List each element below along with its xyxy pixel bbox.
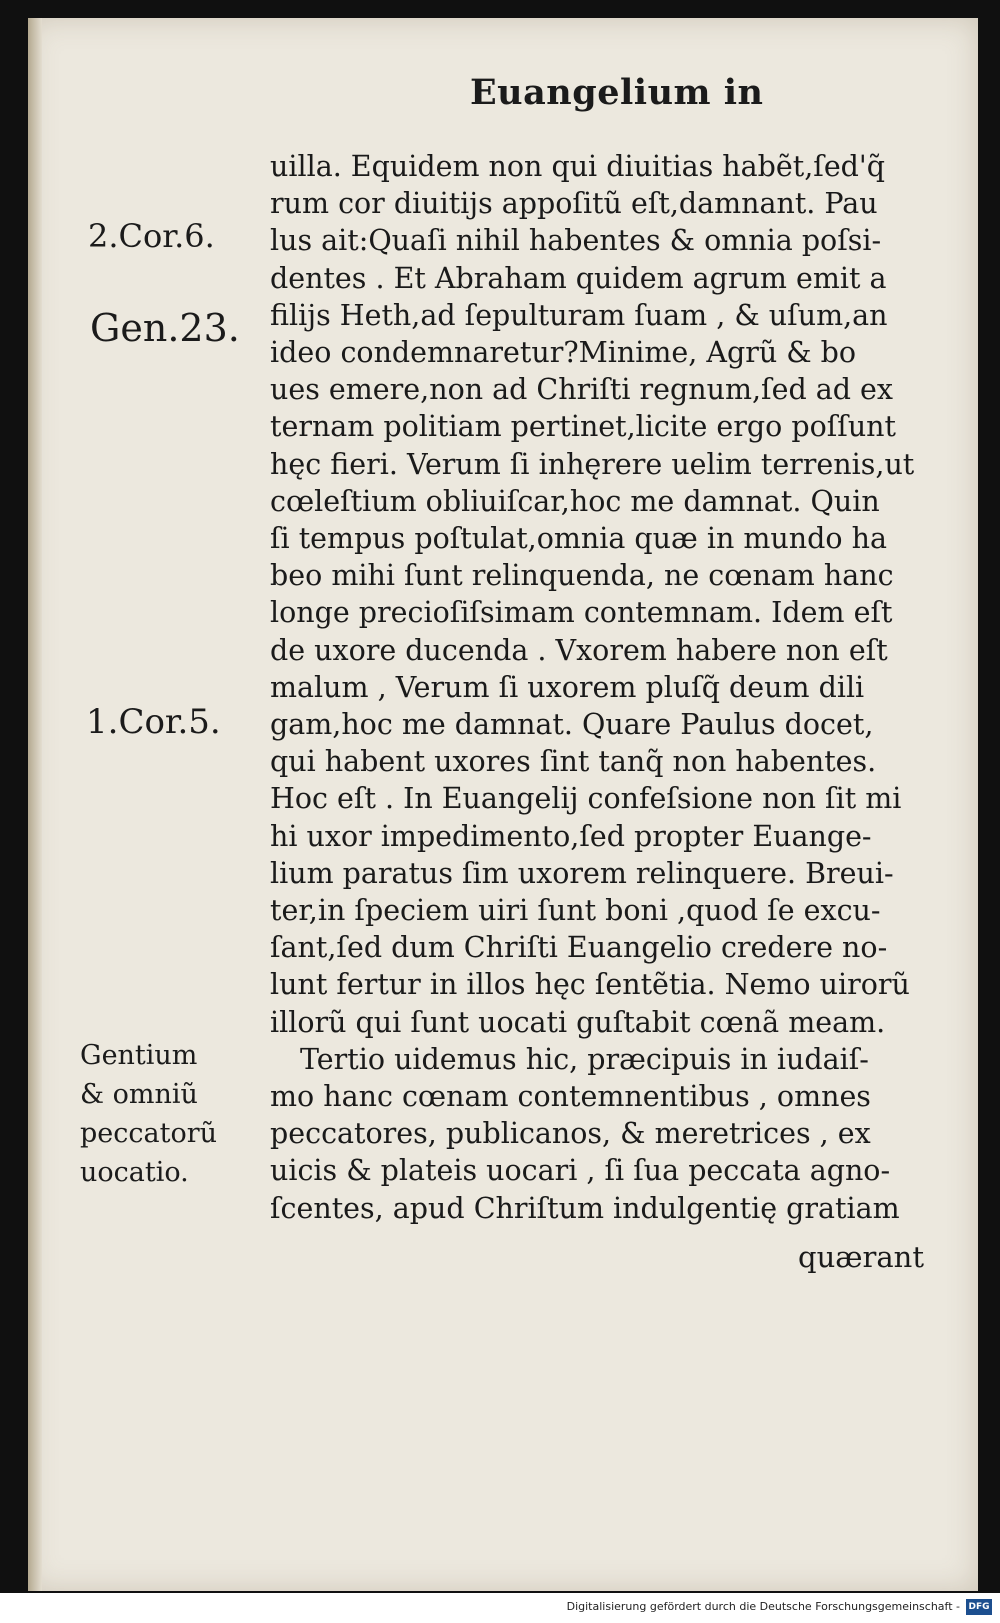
- text-line: cœleſtium obliuiſcar,hoc me damnat. Quin: [270, 484, 880, 518]
- text-line: ues emere,non ad Chriſti regnum,ſed ad ex: [270, 373, 893, 407]
- dfg-logo-icon: DFG: [966, 1599, 992, 1615]
- text-line: illorũ qui ſunt uocati guſtabit cœnã meam.: [270, 1005, 886, 1039]
- margin-note-gentium: [80, 1036, 217, 1192]
- text-line: gam,hoc me damnat. Quare Paulus docet,: [270, 708, 874, 742]
- margin-note-gentium-line: Gentium: [80, 1040, 198, 1071]
- text-line: ſant,ſed dum Chriſti Euangelio credere no-: [270, 931, 888, 965]
- text-line: beo mihi ſunt relinquenda, ne cœnam hanc: [270, 559, 894, 593]
- text-line: Tertio uidemus hic, præcipuis in iudaiſ-: [300, 1042, 869, 1076]
- text-line: de uxore ducenda . Vxorem habere non eſt: [270, 633, 888, 667]
- text-line: mo hanc cœnam contemnentibus , omnes: [270, 1080, 871, 1114]
- text-line: lunt fertur in illos hęc ſentẽtia. Nemo uirorũ: [270, 968, 910, 1002]
- text-line: ideo condemnaretur?Minime, Agrũ & bo: [270, 336, 857, 370]
- text-line: uicis & plateis uocari , ſi ſua peccata agno-: [270, 1154, 891, 1188]
- text-line: rum cor diuitijs appoſitũ eſt,damnant. Pau: [270, 187, 878, 221]
- margin-note-gentium-line: & omniũ: [80, 1079, 198, 1110]
- text-line: longe precioſiſsimam contemnam. Idem eſt: [270, 596, 893, 630]
- text-line: ternam politiam pertinet,licite ergo poſſunt: [270, 410, 896, 444]
- text-line: hęc fieri. Verum ſi inhęrere uelim terrenis,ut: [270, 447, 915, 481]
- text-line: uilla. Equidem non qui diuitias habẽt,ſed'q̃: [270, 150, 886, 183]
- text-line: dentes . Et Abraham quidem agrum emit a: [270, 261, 887, 295]
- text-line: peccatores, publicanos, & meretrices , ex: [270, 1117, 871, 1151]
- text-line: hi uxor impedimento,ſed propter Euange-: [270, 819, 872, 853]
- text-line: qui habent uxores ſint tanq̃ non habentes.: [270, 745, 877, 779]
- margin-note-gentium-line: uocatio.: [80, 1157, 189, 1188]
- margin-note-2-cor-6: 2.Cor.6.: [88, 217, 215, 255]
- margin-note-gentium-line: peccatorũ: [80, 1118, 218, 1149]
- digitization-footer: [0, 1593, 1000, 1623]
- catchword: quærant: [798, 1240, 924, 1274]
- text-line: ſcentes, apud Chriſtum indulgentię gratiam: [270, 1191, 900, 1225]
- text-line: lium paratus ſim uxorem relinquere. Breui-: [270, 856, 894, 890]
- margin-note-gen-23: Gen.23.: [90, 306, 240, 350]
- text-line: Hoc eſt . In Euangelij confeſsione non ſit mi: [270, 782, 902, 816]
- text-line: malum , Verum ſi uxorem pluſq̃ deum dili: [270, 670, 865, 704]
- text-line: lus ait:Quaſi nihil habentes & omnia poſsi-: [270, 224, 882, 258]
- text-line: ſi tempus poſtulat,omnia quæ in mundo ha: [270, 522, 887, 556]
- running-head: Euangelium in: [470, 72, 764, 113]
- margin-note-1-cor-5: 1.Cor.5.: [86, 702, 221, 742]
- text-line: filijs Heth,ad ſepulturam ſuam , & uſum,an: [270, 298, 888, 332]
- text-line: ter,in ſpeciem uiri ſunt boni ,quod ſe excu-: [270, 894, 881, 928]
- page-gutter-edge: [28, 18, 42, 1591]
- body-text: [270, 148, 960, 1227]
- funding-credit: Digitalisierung gefördert durch die Deutsche Forschungsgemeinschaft -: [566, 1600, 960, 1613]
